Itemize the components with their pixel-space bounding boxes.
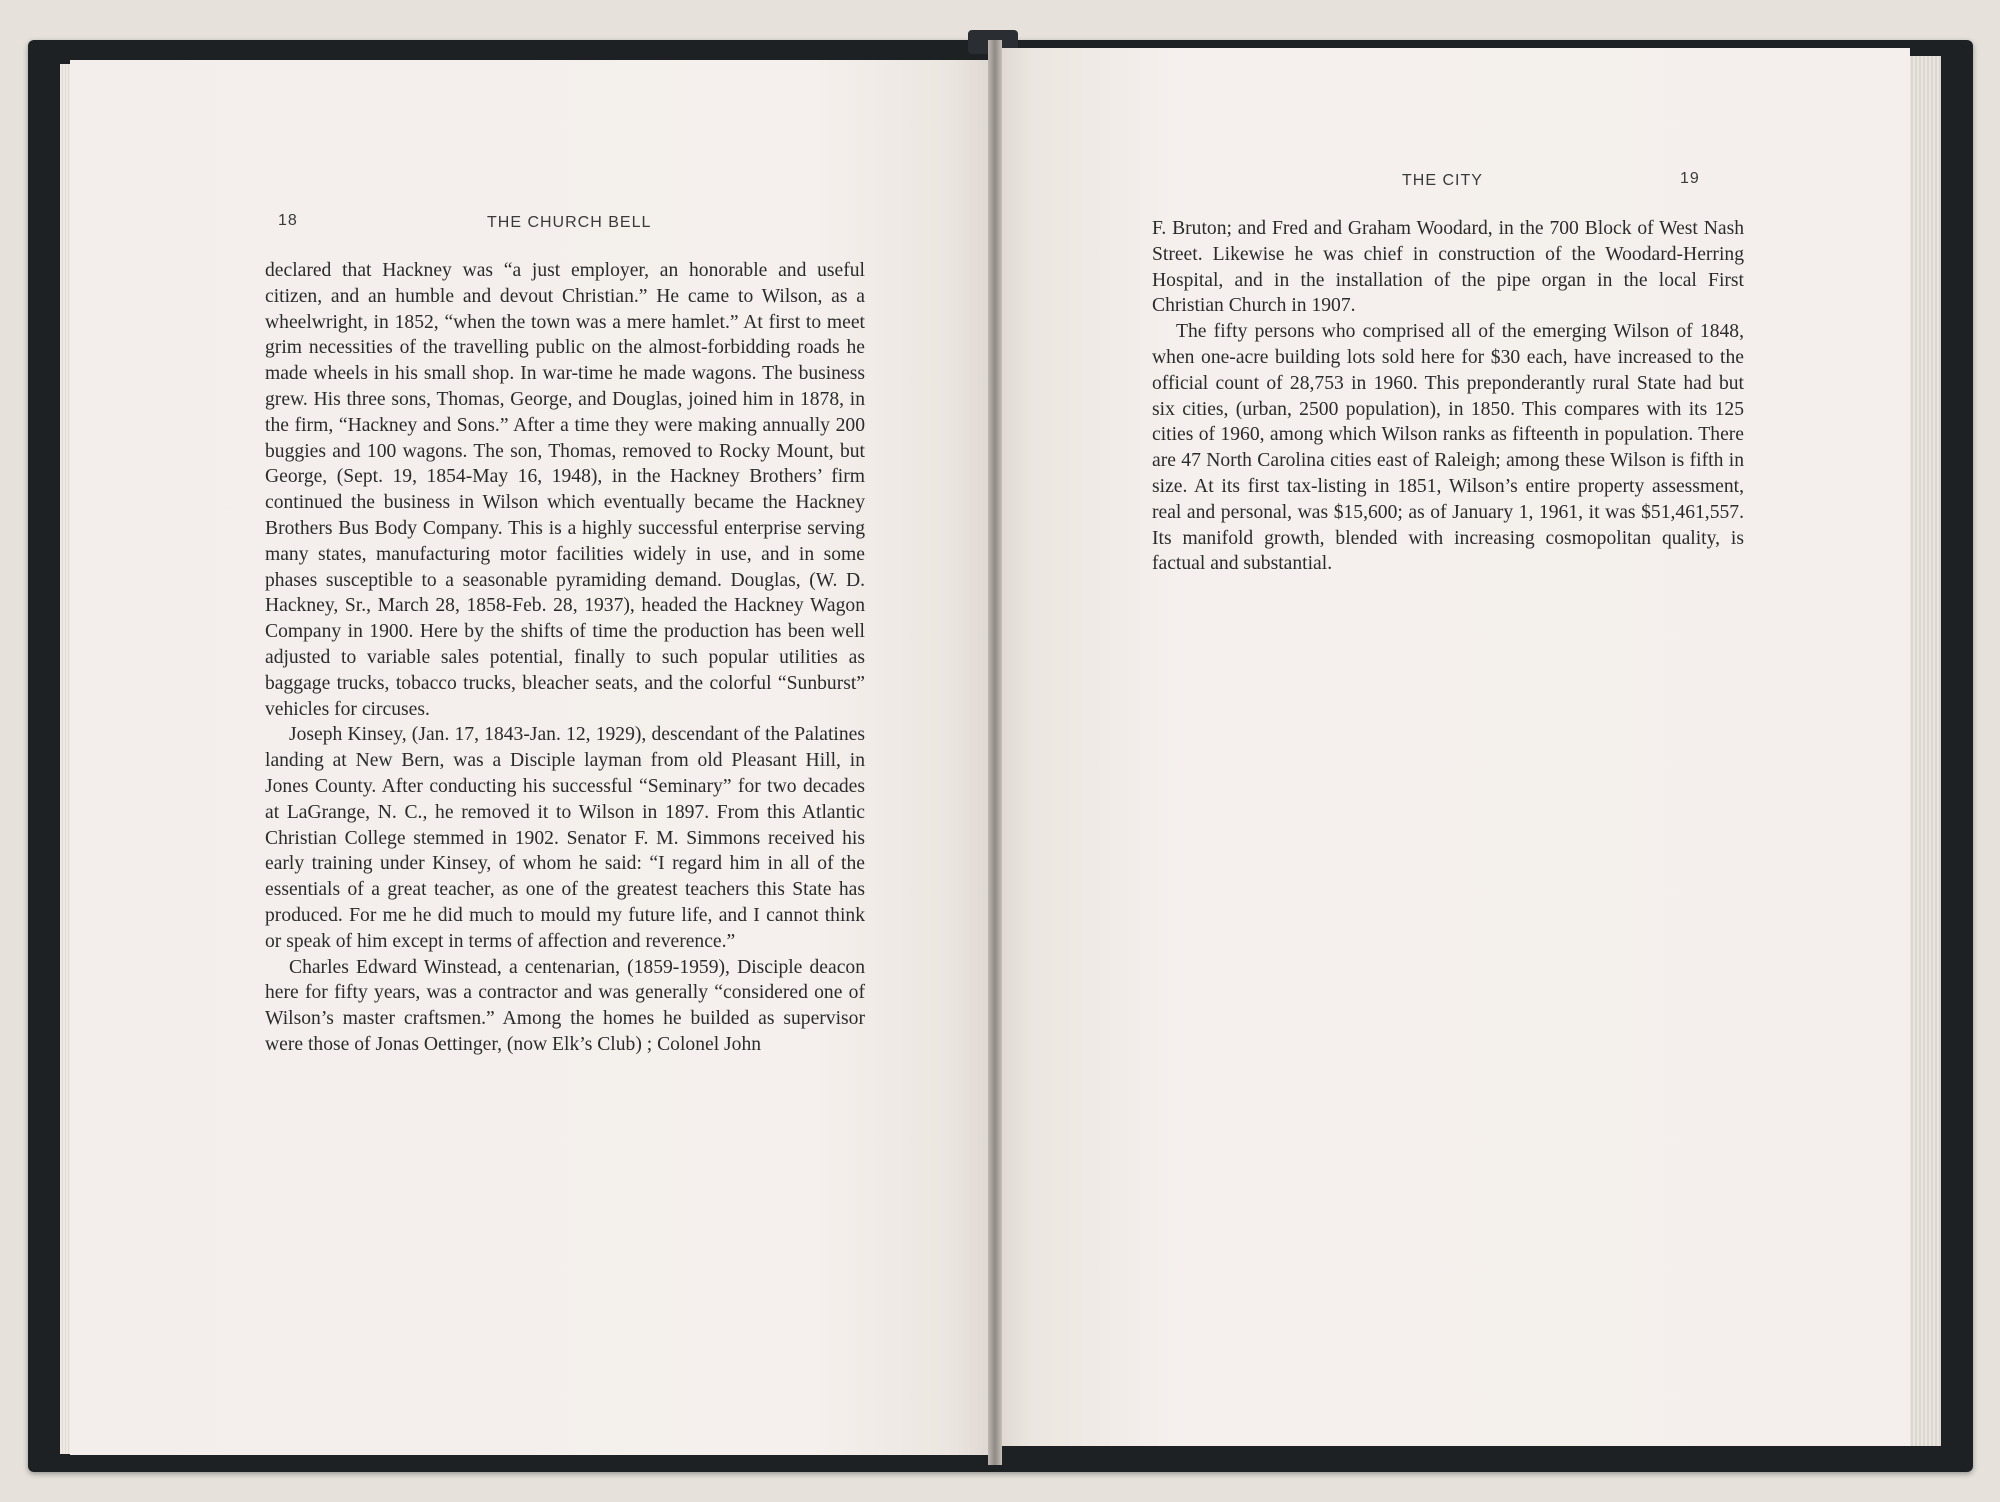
paragraph: Charles Edward Winstead, a centenarian, (1859-1959), Disciple deacon here for fifty years, was a contractor and was generally “considered one of Wilson’s master craftsmen.” Among the homes he builded as supervisor were those of Jonas Oettinger, (now Elk’s Club) ; Colonel John bbox=[265, 956, 865, 1055]
book-gutter bbox=[988, 40, 1002, 1465]
right-page-body bbox=[1152, 216, 1744, 577]
left-page-body bbox=[265, 258, 865, 1058]
right-page-number: 19 bbox=[1680, 170, 1700, 187]
left-page-number: 18 bbox=[278, 212, 298, 229]
paragraph: F. Bruton; and Fred and Graham Woodard, in the 700 Block of West Nash Street. Likewise he was chief in construction of the Woodard-Herring Hospital, and in the installation of the pipe organ in the local First Christian Church in 1907. bbox=[1152, 218, 1744, 317]
paragraph: declared that Hackney was “a just employer, an honorable and useful citizen, and an humble and devout Christian.” He came to Wilson, as a wheelwright, in 1852, “when the town was a mere hamlet.” At first to meet grim necessities of the travelling public on the almost-forbidding roads he made wheels in his small shop. In war-time he made wagons. The business grew. His three sons, Thomas, George, and Douglas, joined him in 1878, in the firm, “Hackney and Sons.” After a time they were making annually 200 buggies and 100 wagons. The son, Thomas, removed to Rocky Mount, but George, (Sept. 19, 1854-May 16, 1948), in the Hackney Brothers’ firm continued the business in Wilson which eventually became the Hackney Brothers Bus Body Company. This is a highly successful enterprise serving many states, manufacturing motor facilities widely in use, and in some phases susceptible to a seasonable pyramiding demand. Douglas, (W. D. Hackney, Sr., March 28, 1858-Feb. 28, 1937), headed the Hackney Wagon Company in 1900. Here by the shifts of time the production has been well adjusted to variable sales potential, finally to such popular utilities as baggage trucks, tobacco trucks, bleacher seats, and the colorful “Sunburst” vehicles for circuses. bbox=[265, 260, 865, 720]
right-running-head: THE CITY bbox=[1402, 172, 1483, 189]
paragraph: The fifty persons who comprised all of the emerging Wilson of 1848, when one-acre building lots sold here for $30 each, have increased to the official count of 28,753 in 1960. This preponderantly rural State had but six cities, (urban, 2500 population), in 1850. This compares with its 125 cities of 1960, among which Wilson ranks as fifteenth in population. There are 47 North Carolina cities east of Raleigh; among these Wilson is fifth in size. At its first tax-listing in 1851, Wilson’s entire property assessment, real and personal, was $15,600; as of January 1, 1961, it was $51,461,557. Its manifold growth, blended with increasing cosmopolitan quality, is factual and substantial. bbox=[1152, 321, 1744, 575]
left-running-head: THE CHURCH BELL bbox=[487, 214, 652, 231]
paragraph: Joseph Kinsey, (Jan. 17, 1843-Jan. 12, 1929), descendant of the Palatines landing at New Bern, was a Disciple layman from old Pleasant Hill, in Jones County. After conducting his successful “Seminary” for two decades at LaGrange, N. C., he removed it to Wilson in 1897. From this Atlantic Christian College stemmed in 1902. Senator F. M. Simmons received his early training under Kinsey, of whom he said: “I regard him in all of the essentials of a great teacher, as one of the greatest teachers this State has produced. For me he did much to mould my future life, and I cannot think or speak of him except in terms of affection and reverence.” bbox=[265, 724, 865, 952]
page-edges-right bbox=[1905, 56, 1941, 1446]
